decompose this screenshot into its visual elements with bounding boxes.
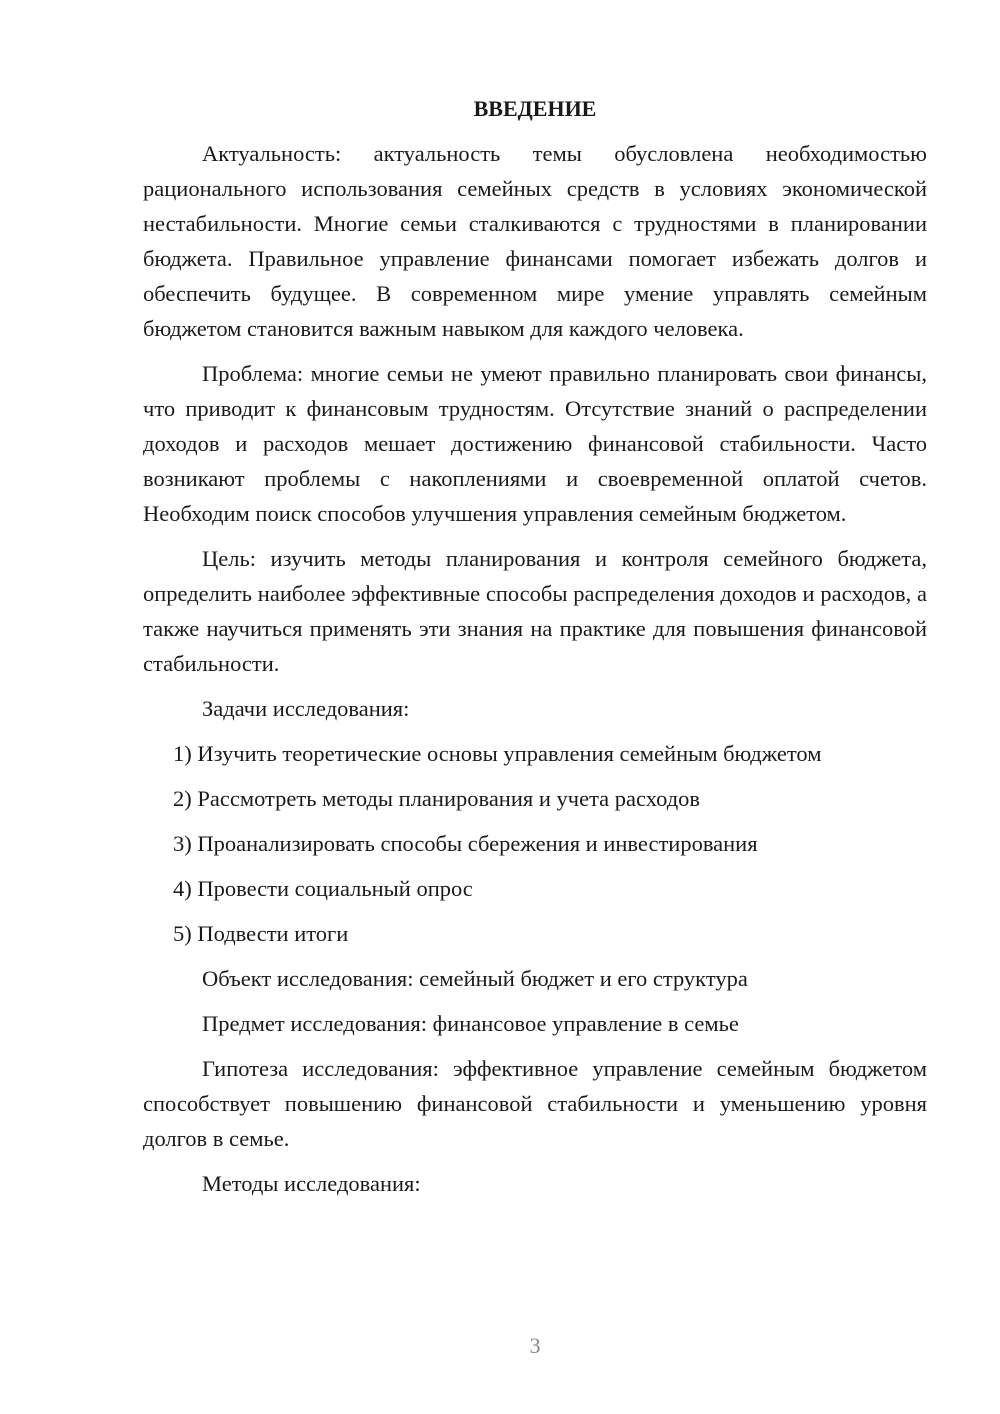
- task-item: 5) Подвести итоги: [173, 921, 349, 946]
- task-item: 2) Рассмотреть методы планирования и учета расходов: [173, 786, 701, 811]
- page-title: ВВЕДЕНИЕ: [473, 96, 597, 121]
- actuality-paragraph: Актуальность: актуальность темы обусловлена необходимостью рационального использования семейных средств в условиях экономической нестабильности. Многие семьи сталкиваются с трудностями в планировании бюджета. Правильное управление финансами помогает избежать долгов и обеспечить будущее. В современном мире умение управлять семейным бюджетом становится важным навыком для каждого человека.: [143, 141, 927, 341]
- page-number: 3: [529, 1333, 541, 1358]
- goal-paragraph: Цель: изучить методы планирования и контроля семейного бюджета, определить наиболее эффективные способы распределения доходов и расходов, а также научиться применять эти знания на практике для повышения финансовой стабильности.: [143, 546, 927, 676]
- methods-title: Методы исследования:: [202, 1171, 421, 1196]
- task-item: 4) Провести социальный опрос: [173, 876, 473, 901]
- research-object: Объект исследования: семейный бюджет и его структура: [202, 966, 748, 991]
- hypothesis-paragraph: Гипотеза исследования: эффективное управление семейным бюджетом способствует повышению финансовой стабильности и уменьшению уровня долгов в семье.: [143, 1056, 927, 1151]
- tasks-list: [143, 736, 927, 951]
- task-item: 3) Проанализировать способы сбережения и инвестирования: [173, 831, 758, 856]
- tasks-title: Задачи исследования:: [202, 696, 410, 721]
- problem-paragraph: Проблема: многие семьи не умеют правильно планировать свои финансы, что приводит к финансовым трудностям. Отсутствие знаний о распределении доходов и расходов мешает достижению финансовой стабильности. Часто возникают проблемы с накоплениями и своевременной оплатой счетов. Необходим поиск способов улучшения управления семейным бюджетом.: [143, 361, 927, 526]
- page-content: [143, 94, 927, 1211]
- research-subject: Предмет исследования: финансовое управление в семье: [202, 1011, 739, 1036]
- task-item: 1) Изучить теоретические основы управления семейным бюджетом: [173, 741, 822, 766]
